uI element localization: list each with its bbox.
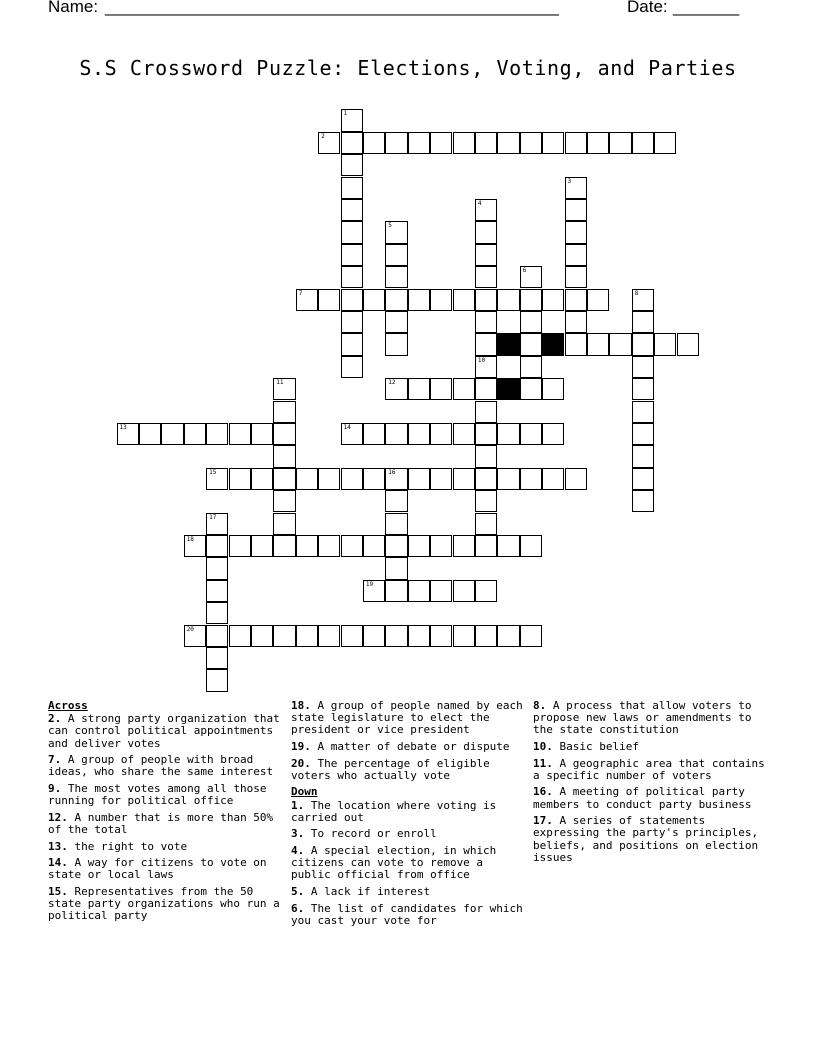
clue-number: 15 (209, 468, 217, 476)
grid-cell[interactable] (385, 266, 407, 288)
grid-cell[interactable] (341, 154, 363, 176)
clue-number: 3 (567, 177, 572, 185)
grid-cell[interactable] (229, 625, 251, 647)
grid-cell[interactable] (251, 625, 273, 647)
clue-down-1: 1. The location where voting is carried out (291, 798, 497, 824)
grid-cell[interactable] (408, 132, 430, 154)
grid-cell[interactable] (341, 266, 363, 288)
clue-number: 1 (343, 110, 348, 118)
date-blank-line: _______ (673, 0, 740, 16)
grid-cell[interactable] (273, 423, 295, 445)
clue-across-18: 18. A group of people named by each state legislature to elect the president or vice president (291, 699, 523, 737)
clue-number: 7 (298, 289, 303, 297)
grid-cell[interactable] (632, 289, 654, 311)
grid-cell[interactable] (565, 244, 587, 266)
clue-across-12: 12. A number that is more than 50% of the total (48, 810, 274, 836)
clue-number: 5 (388, 222, 392, 230)
grid-cell[interactable] (341, 333, 363, 355)
grid-cell[interactable] (184, 535, 206, 557)
grid-cell[interactable] (475, 513, 497, 535)
grid-cell[interactable] (385, 557, 407, 579)
grid-cell[interactable] (453, 132, 475, 154)
grid-cell[interactable] (341, 625, 363, 647)
grid-cell[interactable] (318, 625, 340, 647)
clue-number: 6 (522, 267, 527, 275)
grid-cell[interactable] (385, 423, 407, 445)
clues-column-2 (291, 700, 523, 931)
grid-cell[interactable] (565, 289, 587, 311)
grid-cell[interactable] (318, 132, 340, 154)
grid-cell[interactable] (206, 647, 228, 669)
grid-cell[interactable] (229, 423, 251, 445)
grid-cell[interactable] (385, 333, 407, 355)
grid-cell[interactable] (565, 221, 587, 243)
grid-cell[interactable] (520, 311, 542, 333)
clue-across-2: 2. A strong party organization that can control political appointments and deliver votes (48, 712, 280, 750)
grid-cell[interactable] (475, 535, 497, 557)
grid-cell[interactable] (385, 221, 407, 243)
grid-cell[interactable] (341, 423, 363, 445)
clue-across-13: 13. the right to vote (48, 839, 188, 853)
clue-number: 19 (365, 580, 374, 588)
grid-cell[interactable] (475, 625, 497, 647)
grid-cell[interactable] (430, 580, 452, 602)
grid-cell[interactable] (341, 535, 363, 557)
grid-cell[interactable] (385, 625, 407, 647)
grid-cell[interactable] (117, 423, 139, 445)
grid-cell[interactable] (184, 423, 206, 445)
grid-cell[interactable] (341, 356, 363, 378)
grid-cell[interactable] (430, 535, 452, 557)
clue-across-7: 7. A group of people with broad ideas, who share the same interest (48, 753, 274, 779)
grid-cell[interactable] (609, 333, 631, 355)
grid-cell[interactable] (542, 289, 564, 311)
grid-cell[interactable] (206, 513, 228, 535)
grid-cell[interactable] (520, 535, 542, 557)
grid-cell[interactable] (520, 378, 542, 400)
grid-cell[interactable] (408, 378, 430, 400)
grid-cell[interactable] (408, 289, 430, 311)
grid-cell[interactable] (587, 333, 609, 355)
grid-cell[interactable] (273, 513, 295, 535)
grid-cell[interactable] (609, 132, 631, 154)
grid-cell[interactable] (341, 199, 363, 221)
grid-cell[interactable] (296, 468, 318, 490)
grid-cell[interactable] (475, 132, 497, 154)
grid-cell[interactable] (497, 535, 519, 557)
grid-cell[interactable] (520, 132, 542, 154)
grid-cell[interactable] (273, 535, 295, 557)
grid-cell[interactable] (632, 401, 654, 423)
grid-cell[interactable] (206, 625, 228, 647)
grid-cell[interactable] (497, 423, 519, 445)
clue-down-5: 5. A lack if interest (291, 884, 431, 898)
grid-cell[interactable] (453, 289, 475, 311)
grid-cell[interactable] (475, 423, 497, 445)
grid-cell[interactable] (206, 557, 228, 579)
clue-number: 18 (186, 535, 194, 543)
grid-cell[interactable] (363, 625, 385, 647)
grid-cell[interactable] (565, 468, 587, 490)
clue-number: 10 (477, 356, 486, 364)
grid-cell[interactable] (408, 423, 430, 445)
grid-cell[interactable] (139, 423, 161, 445)
across-heading: Across (48, 699, 88, 712)
grid-cell[interactable] (475, 445, 497, 467)
grid-cell[interactable] (475, 356, 497, 378)
grid-cell[interactable] (385, 132, 407, 154)
grid-cell[interactable] (273, 625, 295, 647)
grid-cell[interactable] (273, 401, 295, 423)
grid-cell[interactable] (542, 468, 564, 490)
grid-cell[interactable] (565, 333, 587, 355)
grid-cell[interactable] (318, 289, 340, 311)
grid-cell[interactable] (632, 490, 654, 512)
grid-cell[interactable] (341, 221, 363, 243)
clue-down-10: 10. Basic belief (533, 740, 639, 753)
grid-cell[interactable] (475, 221, 497, 243)
grid-cell[interactable] (296, 535, 318, 557)
grid-cell[interactable] (475, 333, 497, 355)
grid-cell[interactable] (363, 580, 385, 602)
grid-cell[interactable] (430, 468, 452, 490)
grid-cell[interactable] (161, 423, 183, 445)
grid-cell[interactable] (520, 333, 542, 355)
grid-cell[interactable] (632, 356, 654, 378)
grid-cell[interactable] (453, 625, 475, 647)
grid-cell[interactable] (632, 378, 654, 400)
grid-cell[interactable] (251, 535, 273, 557)
grid-cell[interactable] (520, 266, 542, 288)
grid-cell[interactable] (497, 132, 519, 154)
grid-cell[interactable] (385, 513, 407, 535)
grid-cell[interactable] (475, 378, 497, 400)
grid-cell[interactable] (296, 289, 318, 311)
grid-cell[interactable] (542, 423, 564, 445)
grid-cell[interactable] (475, 580, 497, 602)
grid-cell[interactable] (408, 580, 430, 602)
grid-cell[interactable] (363, 535, 385, 557)
clue-down-17: 17. A series of statements expressing the party's principles, beliefs, and positions on election issues (533, 814, 759, 864)
grid-cell[interactable] (206, 468, 228, 490)
date-label: Date: (627, 0, 668, 16)
clues-column-3 (533, 700, 765, 868)
grid-cell[interactable] (475, 401, 497, 423)
clue-across-9: 9. The most votes among all those running for political office (48, 782, 267, 808)
grid-cell[interactable] (497, 625, 519, 647)
clue-number: 13 (119, 423, 127, 431)
grid-cell[interactable] (363, 132, 385, 154)
grid-cell[interactable] (430, 289, 452, 311)
grid-cell[interactable] (565, 311, 587, 333)
grid-cell[interactable] (184, 625, 206, 647)
clue-down-6: 6. The list of candidates for which you cast your vote for (291, 901, 523, 927)
grid-cell[interactable] (542, 132, 564, 154)
grid-cell[interactable] (341, 311, 363, 333)
black-cell (542, 333, 564, 355)
clue-number: 17 (209, 513, 217, 521)
grid-cell[interactable] (520, 423, 542, 445)
grid-cell[interactable] (475, 244, 497, 266)
grid-cell[interactable] (385, 490, 407, 512)
grid-cell[interactable] (318, 468, 340, 490)
grid-cell[interactable] (363, 468, 385, 490)
grid-cell[interactable] (385, 311, 407, 333)
grid-cell[interactable] (475, 311, 497, 333)
clues-column-1 (48, 700, 280, 927)
grid-cell[interactable] (318, 535, 340, 557)
grid-cell[interactable] (296, 625, 318, 647)
grid-cell[interactable] (497, 468, 519, 490)
clue-number: 11 (276, 379, 284, 387)
grid-cell[interactable] (341, 109, 363, 131)
grid-cell[interactable] (251, 468, 273, 490)
grid-cell[interactable] (385, 468, 407, 490)
down-heading: Down (291, 785, 318, 799)
grid-cell[interactable] (453, 423, 475, 445)
grid-cell[interactable] (565, 266, 587, 288)
grid-cell[interactable] (520, 289, 542, 311)
grid-cell[interactable] (475, 468, 497, 490)
grid-cell[interactable] (632, 468, 654, 490)
grid-cell[interactable] (632, 445, 654, 467)
grid-cell[interactable] (251, 423, 273, 445)
grid-cell[interactable] (453, 378, 475, 400)
grid-cell[interactable] (453, 535, 475, 557)
clue-number: 20 (186, 625, 194, 633)
clue-number: 12 (388, 379, 396, 387)
clue-number: 16 (388, 468, 396, 476)
grid-cell[interactable] (565, 177, 587, 199)
grid-cell[interactable] (565, 132, 587, 154)
grid-cell[interactable] (206, 535, 228, 557)
grid-cell[interactable] (273, 468, 295, 490)
grid-cell[interactable] (430, 378, 452, 400)
grid-cell[interactable] (520, 625, 542, 647)
grid-cell[interactable] (408, 535, 430, 557)
grid-cell[interactable] (341, 244, 363, 266)
name-blank-line: ________________________________________________ (105, 0, 559, 16)
grid-cell[interactable] (632, 311, 654, 333)
grid-cell[interactable] (385, 580, 407, 602)
clue-down-16: 16. A meeting of political party members to conduct party business (533, 785, 752, 811)
grid-cell[interactable] (475, 266, 497, 288)
grid-cell[interactable] (677, 333, 699, 355)
grid-cell[interactable] (475, 199, 497, 221)
grid-cell[interactable] (206, 602, 228, 624)
clue-down-11: 11. A geographic area that contains a specific number of voters (533, 756, 765, 782)
grid-cell[interactable] (453, 468, 475, 490)
grid-cell[interactable] (565, 199, 587, 221)
grid-cell[interactable] (341, 177, 363, 199)
grid-cell[interactable] (363, 423, 385, 445)
grid-cell[interactable] (654, 333, 676, 355)
clue-number: 8 (634, 289, 639, 297)
grid-cell[interactable] (341, 468, 363, 490)
grid-cell[interactable] (430, 132, 452, 154)
grid-cell[interactable] (453, 580, 475, 602)
grid-cell[interactable] (206, 669, 228, 691)
black-cell (497, 333, 519, 355)
grid-cell[interactable] (408, 468, 430, 490)
name-label: Name: (48, 0, 99, 16)
grid-cell[interactable] (229, 535, 251, 557)
grid-cell[interactable] (206, 423, 228, 445)
grid-cell[interactable] (363, 289, 385, 311)
grid-cell[interactable] (273, 378, 295, 400)
grid-cell[interactable] (542, 378, 564, 400)
grid-cell[interactable] (408, 625, 430, 647)
grid-cell[interactable] (654, 132, 676, 154)
grid-cell[interactable] (497, 289, 519, 311)
clue-down-4: 4. A special election, in which citizens can vote to remove a public official from office (291, 843, 497, 882)
grid-cell[interactable] (475, 490, 497, 512)
grid-cell[interactable] (341, 132, 363, 154)
clue-across-19: 19. A matter of debate or dispute (291, 740, 510, 753)
grid-cell[interactable] (385, 378, 407, 400)
clue-across-15: 15. Representatives from the 50 state party organizations who run a political party (48, 884, 280, 923)
clue-down-3: 3. To record or enroll (291, 827, 437, 841)
grid-cell[interactable] (229, 468, 251, 490)
grid-cell[interactable] (341, 289, 363, 311)
puzzle-title: S.S Crossword Puzzle: Elections, Voting, and Parties (79, 56, 737, 80)
grid-cell[interactable] (385, 244, 407, 266)
grid-cell[interactable] (632, 423, 654, 445)
grid-cell[interactable] (206, 580, 228, 602)
clue-number: 2 (321, 132, 325, 140)
clue-across-20: 20. The percentage of eligible voters who actually vote (291, 756, 490, 782)
grid-cell[interactable] (632, 333, 654, 355)
clue-across-14: 14. A way for citizens to vote on state or local laws (48, 856, 267, 882)
clue-down-8: 8. A process that allow voters to propose new laws or amendments to the state constitution (533, 699, 752, 737)
clue-number: 4 (477, 199, 482, 207)
clue-number: 14 (343, 423, 351, 431)
grid-cell[interactable] (430, 625, 452, 647)
grid-cell[interactable] (587, 289, 609, 311)
grid-cell[interactable] (385, 289, 407, 311)
grid-cell[interactable] (520, 356, 542, 378)
grid-cell[interactable] (385, 535, 407, 557)
grid-cell[interactable] (520, 468, 542, 490)
black-cell (497, 378, 519, 400)
grid-cell[interactable] (273, 490, 295, 512)
grid-cell[interactable] (632, 132, 654, 154)
grid-cell[interactable] (273, 445, 295, 467)
grid-cell[interactable] (430, 423, 452, 445)
grid-cell[interactable] (475, 289, 497, 311)
grid-cell[interactable] (587, 132, 609, 154)
